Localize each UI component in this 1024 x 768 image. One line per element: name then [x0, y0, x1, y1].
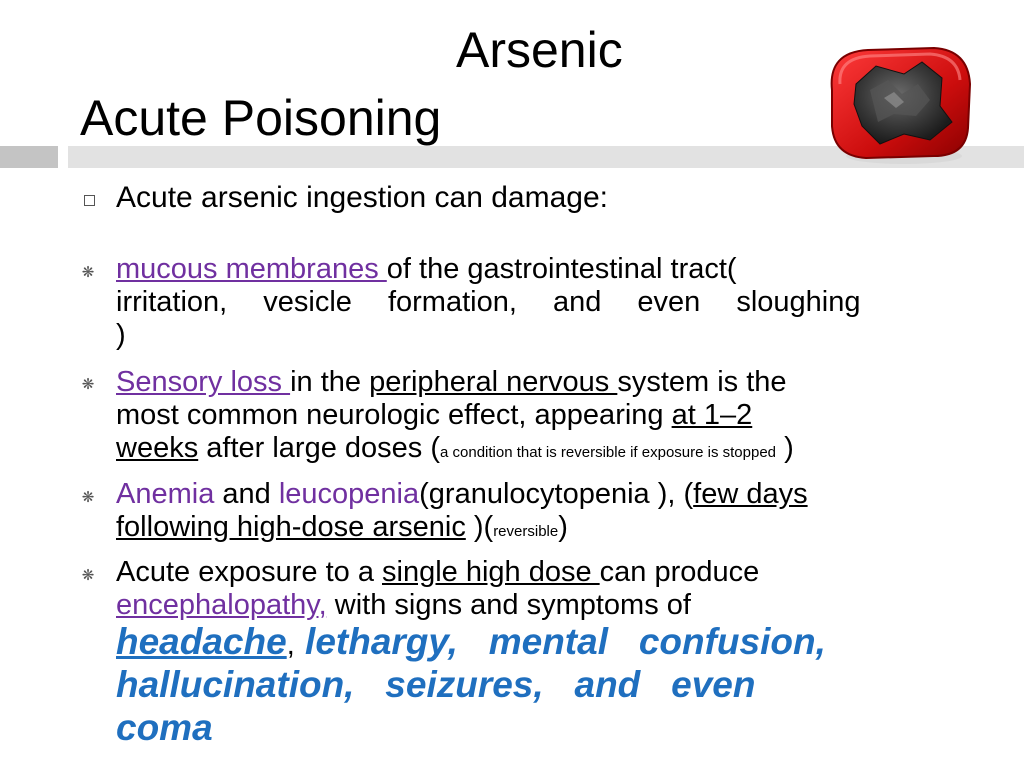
- term-leucopenia: leucopenia: [278, 478, 420, 510]
- justified-line: irritation, vesicle formation, and even sloughing: [116, 286, 861, 318]
- bullet-snowflake-icon: ❋: [81, 263, 95, 281]
- slide-subtitle: Acute Poisoning: [80, 90, 442, 146]
- symptom-headache: headache: [116, 621, 287, 662]
- bullet-snowflake-icon: ❋: [81, 488, 95, 506]
- title-band-left: [0, 146, 58, 168]
- sub-bullet-3: Anemia and leucopenia(granulocytopenia ), (few days following high-dose arsenic )(reversible): [116, 478, 808, 543]
- sub-bullet-1: mucous membranes of the gastrointestinal tract( irritation, vesicle formation, and even sloughing ): [116, 253, 964, 352]
- slide-title: Arsenic: [456, 22, 623, 78]
- term-sensory-loss: Sensory loss: [116, 366, 291, 398]
- sub-bullet-2: Sensory loss in the peripheral nervous system is the most common neurologic effect, appearing at 1–2 weeks after large doses (a condition that is reversible if exposure is stopped ): [116, 366, 794, 464]
- bullet-snowflake-icon: ❋: [81, 566, 95, 584]
- bullet-snowflake-icon: ❋: [81, 375, 95, 393]
- term-anemia: Anemia: [116, 478, 215, 510]
- term-encephalopathy: encephalopathy,: [116, 589, 327, 621]
- arsenic-mineral-logo-icon: [818, 44, 978, 168]
- bullet-square-icon: [84, 195, 95, 206]
- term-mucous-membranes: mucous membranes: [116, 253, 387, 285]
- sub-bullet-4: Acute exposure to a single high dose can produce encephalopathy, with signs and symptoms of headache, lethargy, mental confusion, hallucination, seizures, and even coma: [116, 556, 826, 748]
- main-bullet-text: Acute arsenic ingestion can damage:: [116, 181, 608, 214]
